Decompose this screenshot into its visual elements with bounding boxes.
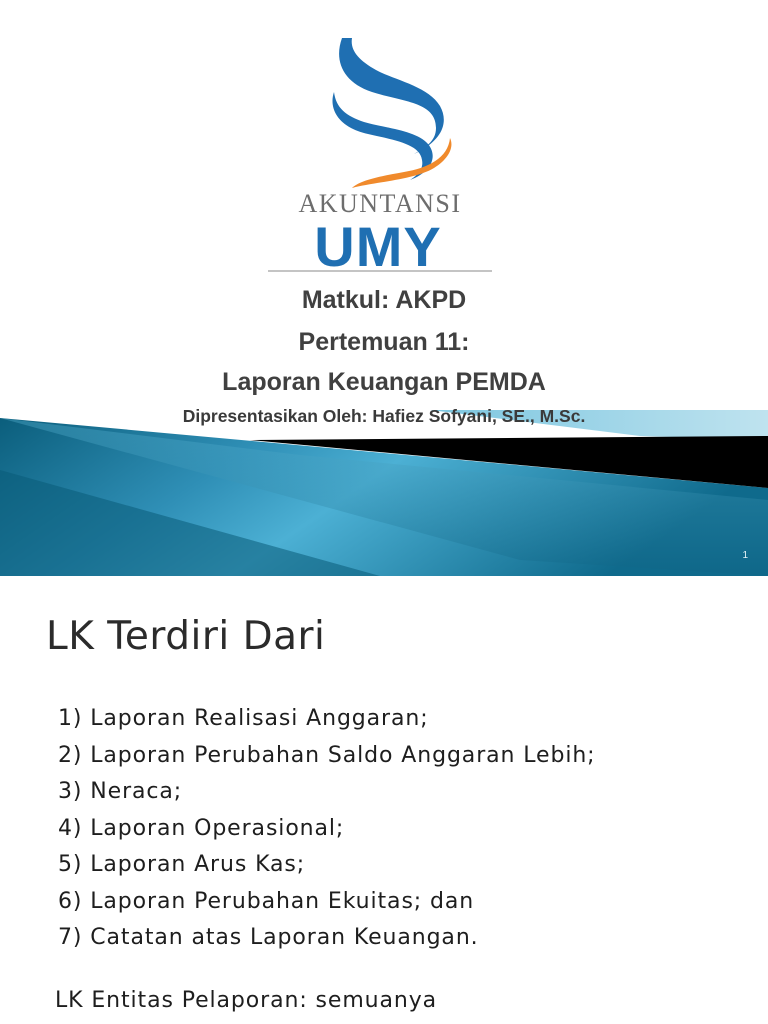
- list-item: 6) Laporan Perubahan Ekuitas; dan: [58, 888, 475, 914]
- content-slide: [0, 576, 768, 1024]
- course-title: Matkul: AKPD: [301, 286, 467, 314]
- list-item: 3) Neraca;: [58, 779, 183, 804]
- presenter-line: Dipresentasikan Oleh: Hafiez Sofyani, SE., M.Sc.: [182, 406, 586, 426]
- logo-text-umy: UMY: [314, 215, 442, 275]
- logo-swoosh-orange: [352, 138, 451, 188]
- report-list: [58, 701, 596, 957]
- list-item: 7) Catatan atas Laporan Keuangan.: [58, 925, 479, 950]
- logo-text-akuntansi: AKUNTANSI: [298, 189, 462, 218]
- akuntansi-umy-logo: [264, 30, 496, 275]
- slide-number: 1: [742, 550, 748, 561]
- list-item: 2) Laporan Perubahan Saldo Anggaran Lebih;: [58, 742, 596, 768]
- list-item: 1) Laporan Realisasi Anggaran;: [58, 706, 429, 731]
- list-item: 5) Laporan Arus Kas;: [58, 852, 306, 877]
- list-item: 4) Laporan Operasional;: [58, 815, 345, 841]
- slide-title: LK Terdiri Dari: [46, 614, 326, 659]
- logo-swoosh-middle: [332, 92, 432, 180]
- meeting-title: Pertemuan 11:: [298, 328, 470, 356]
- entity-note: LK Entitas Pelaporan: semuanya: [55, 988, 438, 1013]
- topic-title: Laporan Keuangan PEMDA: [222, 368, 546, 396]
